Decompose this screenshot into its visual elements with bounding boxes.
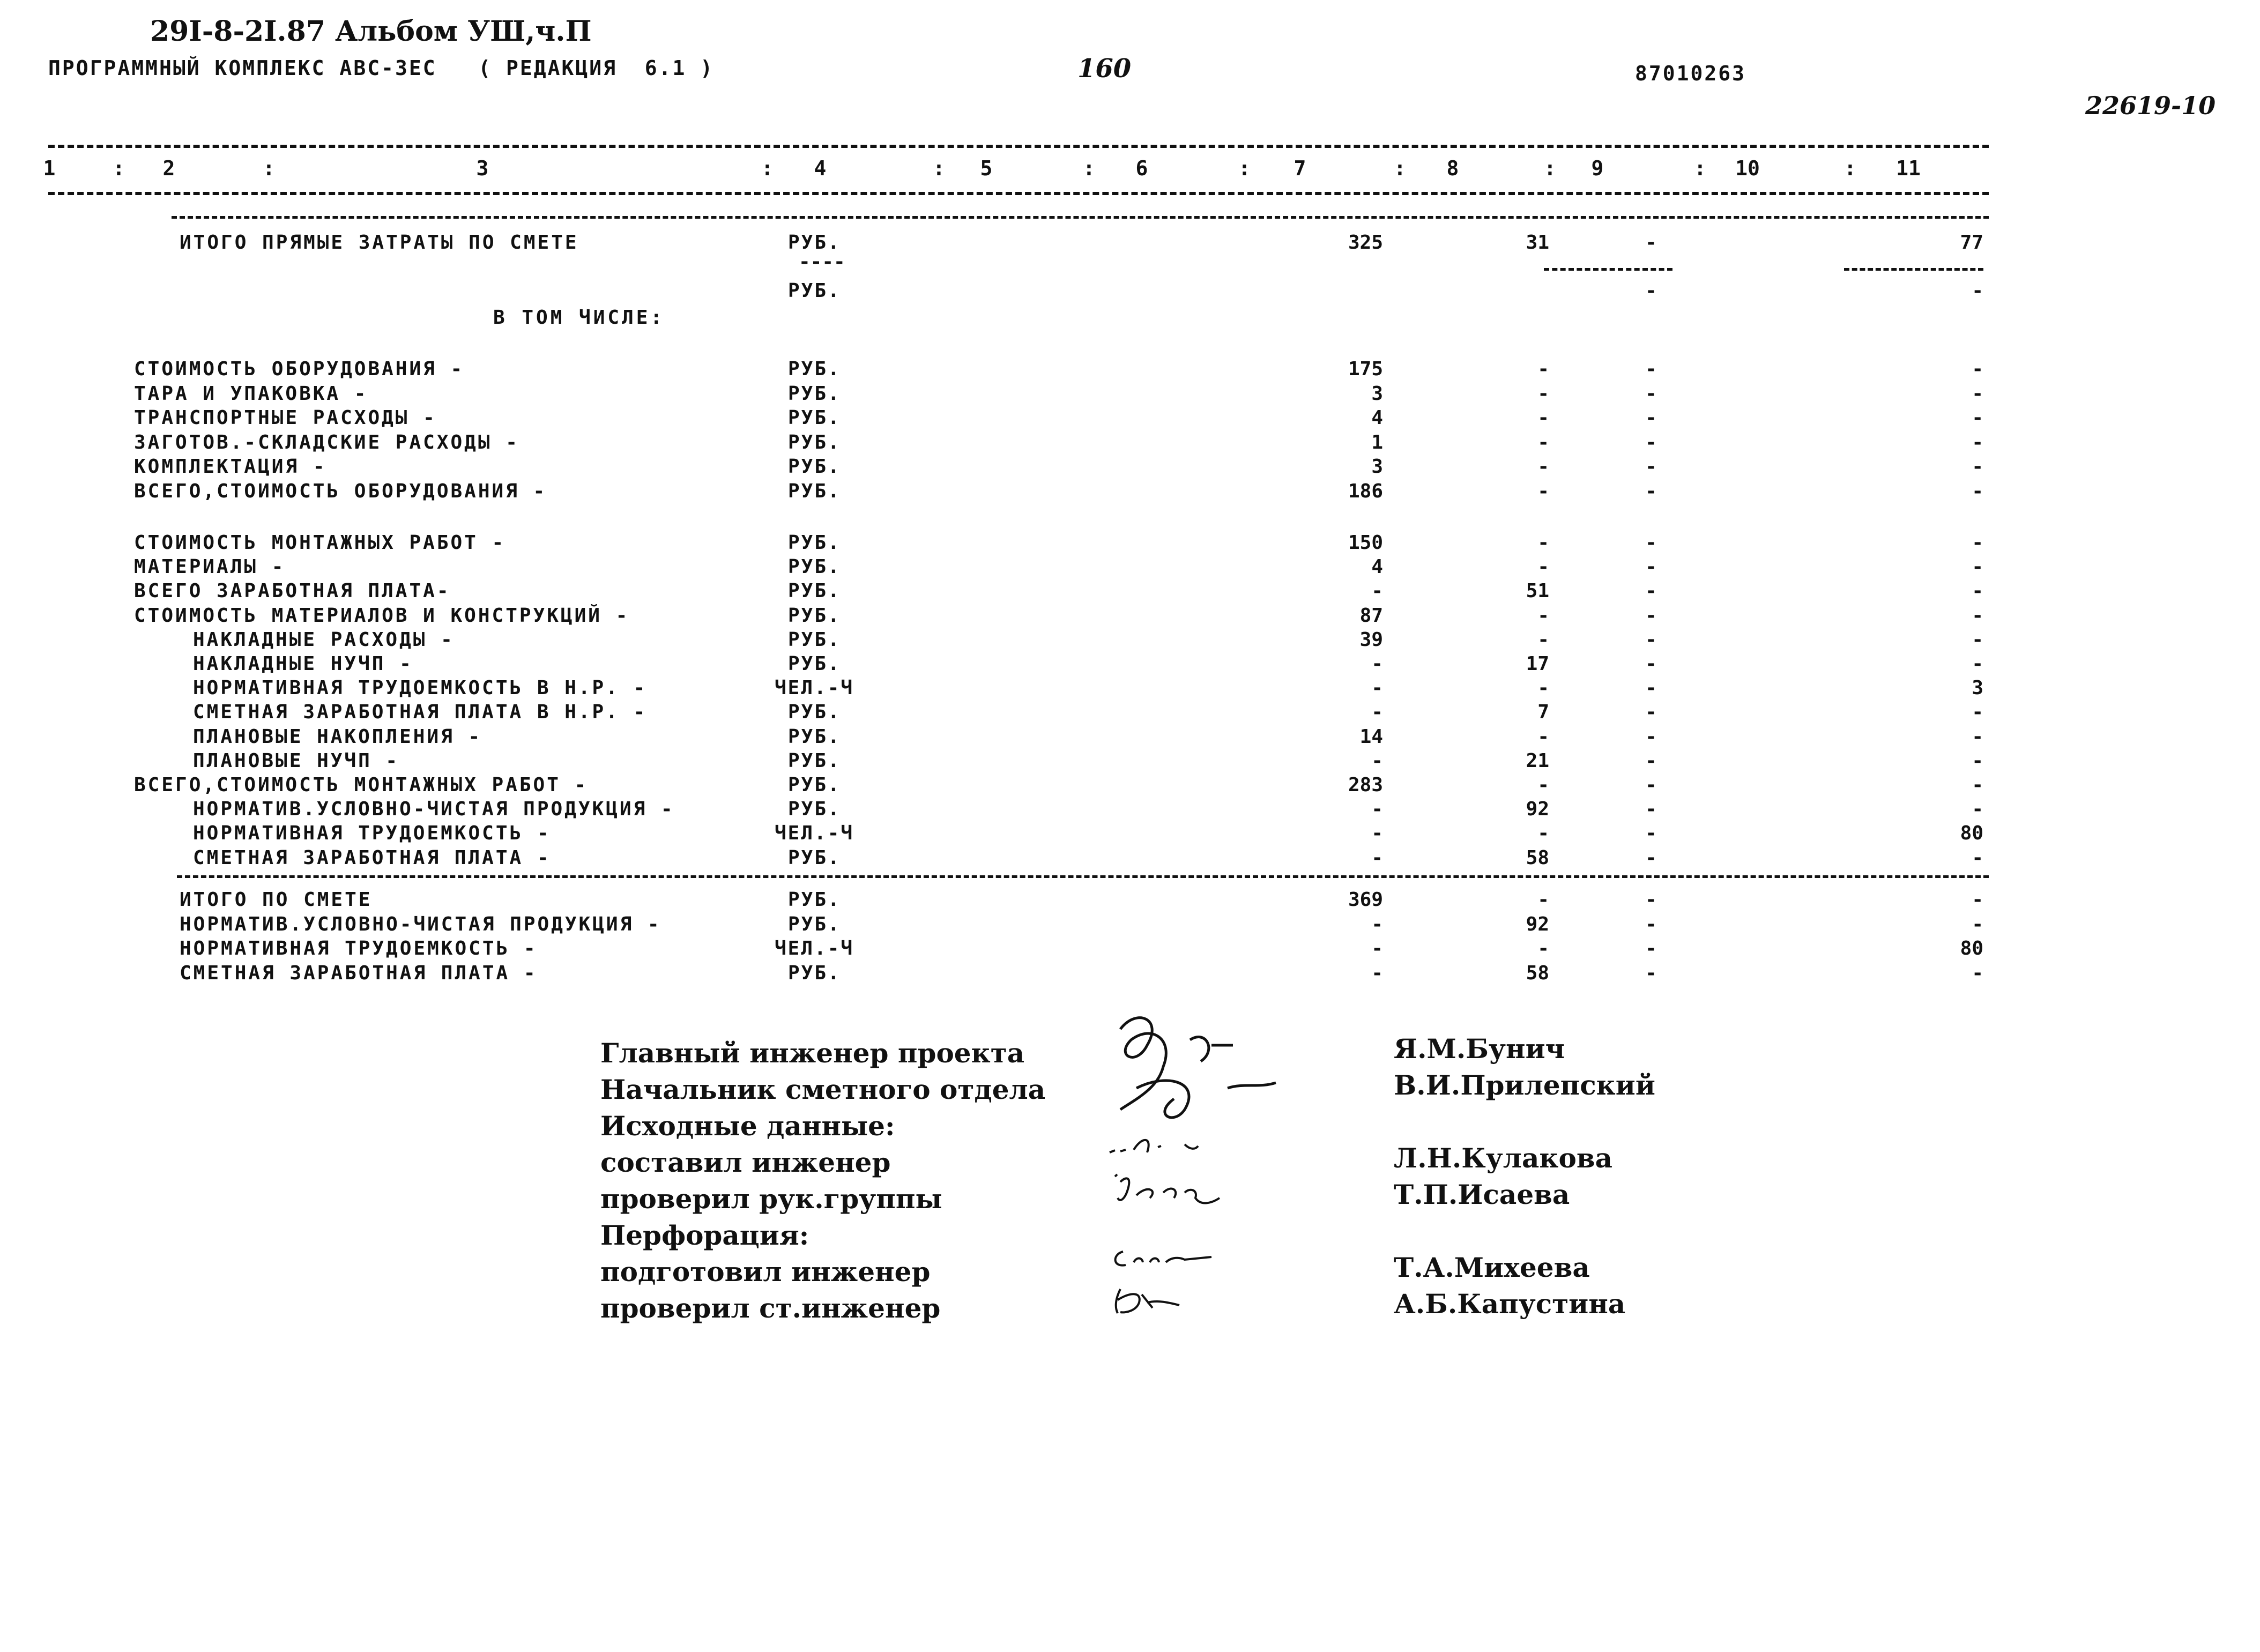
value-col8: - xyxy=(1537,382,1549,405)
row-label: МАТЕРИАЛЫ - xyxy=(134,556,286,578)
value-col8: 17 xyxy=(1526,653,1549,675)
table-row xyxy=(0,847,2260,871)
value-col8: - xyxy=(1537,532,1549,554)
column-separator: : xyxy=(1394,157,1406,180)
value-col7: 87 xyxy=(1359,604,1383,627)
column-number: 3 xyxy=(476,157,489,180)
value-col11: - xyxy=(1972,604,1983,627)
column-separator: : xyxy=(263,157,275,180)
table-row xyxy=(0,726,2260,750)
value-col9: - xyxy=(1645,653,1657,675)
header-rule-bottom xyxy=(48,192,1989,195)
signature-name: В.И.Прилепский xyxy=(1394,1069,1655,1101)
signature-role: Главный инженер проекта xyxy=(600,1037,1025,1069)
row-label: ВСЕГО,СТОИМОСТЬ ОБОРУДОВАНИЯ - xyxy=(134,480,547,502)
program-title: ПРОГРАММНЫЙ КОМПЛЕКС АВС-3ЕС ( РЕДАКЦИЯ 6.1 ) xyxy=(48,56,715,80)
value-col9: - xyxy=(1645,798,1657,821)
value-col7: 4 xyxy=(1371,556,1383,578)
registration-stamp: 22619-10 xyxy=(2085,91,2216,120)
value-col7: 283 xyxy=(1348,774,1383,796)
value-col7: 1 xyxy=(1371,431,1383,453)
value-col11: - xyxy=(1972,358,1983,380)
row-unit: РУБ. xyxy=(788,580,841,602)
value-col8: - xyxy=(1537,604,1549,627)
row-label: НАКЛАДНЫЕ РАСХОДЫ - xyxy=(193,628,455,651)
column-number: 6 xyxy=(1135,157,1148,180)
column-number: 8 xyxy=(1446,157,1459,180)
value-col11: - xyxy=(1972,749,1983,772)
row-unit: РУБ. xyxy=(788,749,841,772)
value-col9: - xyxy=(1645,913,1657,935)
signature-role: Исходные данные: xyxy=(600,1110,895,1142)
row-label: НОРМАТИВ.УСЛОВНО-ЧИСТАЯ ПРОДУКЦИЯ - xyxy=(193,798,675,821)
value-col7: - xyxy=(1371,913,1383,935)
value-col8: - xyxy=(1537,556,1549,578)
table-row xyxy=(0,580,2260,604)
table-row xyxy=(0,480,2260,504)
value-col11: - xyxy=(1972,532,1983,554)
value-col9: - xyxy=(1645,382,1657,405)
value-col11: - xyxy=(1972,653,1983,675)
row-unit: РУБ. xyxy=(788,604,841,627)
row-label: СТОИМОСТЬ ОБОРУДОВАНИЯ - xyxy=(134,358,465,380)
column-number: 4 xyxy=(814,157,827,180)
value-col7: - xyxy=(1371,822,1383,845)
value-col8: - xyxy=(1537,677,1549,700)
row-unit: РУБ. xyxy=(788,431,841,453)
row-unit: РУБ. xyxy=(788,889,841,911)
signature-role: проверил ст.инженер xyxy=(600,1292,941,1324)
row-label: СМЕТНАЯ ЗАРАБОТНАЯ ПЛАТА В Н.Р. - xyxy=(193,701,648,724)
value-col8: - xyxy=(1537,480,1549,502)
value-col8: 92 xyxy=(1526,798,1549,821)
row-label: НАКЛАДНЫЕ НУЧП - xyxy=(193,653,413,675)
row-unit: РУБ. xyxy=(788,407,841,429)
row-label: ЗАГОТОВ.-СКЛАДСКИЕ РАСХОДЫ - xyxy=(134,431,519,453)
signature-compiler xyxy=(1104,1131,1244,1169)
value-col7: 3 xyxy=(1371,456,1383,478)
signature-name: Т.П.Исаева xyxy=(1394,1179,1570,1210)
row-unit: РУБ. xyxy=(788,480,841,502)
value-col8: 7 xyxy=(1537,701,1549,724)
column-number: 7 xyxy=(1293,157,1306,180)
table-row xyxy=(0,889,2260,913)
column-separator: : xyxy=(1544,157,1556,180)
value-col9: - xyxy=(1645,604,1657,627)
value-col7: - xyxy=(1371,701,1383,724)
value-col8: - xyxy=(1537,407,1549,429)
row-label: НОРМАТИВ.УСЛОВНО-ЧИСТАЯ ПРОДУКЦИЯ - xyxy=(180,913,661,935)
value-col9: - xyxy=(1645,725,1657,748)
signature-role: подготовил инженер xyxy=(600,1256,931,1288)
value-col8: 31 xyxy=(1526,232,1549,254)
value-col8: - xyxy=(1537,628,1549,651)
value-col8: - xyxy=(1537,889,1549,911)
column-number: 10 xyxy=(1735,157,1760,180)
value-col11: - xyxy=(1972,480,1983,502)
row-label: СТОИМОСТЬ МАТЕРИАЛОВ И КОНСТРУКЦИЙ - xyxy=(134,604,630,627)
value-col7: 175 xyxy=(1348,358,1383,380)
signature-role: проверил рук.группы xyxy=(600,1183,942,1215)
value-col8: - xyxy=(1537,725,1549,748)
row-label: ВСЕГО,СТОИМОСТЬ МОНТАЖНЫХ РАБОТ - xyxy=(134,774,589,796)
signature-name: Л.Н.Кулакова xyxy=(1394,1142,1613,1174)
table-row xyxy=(0,456,2260,480)
row-unit: РУБ. xyxy=(788,701,841,724)
row-unit: РУБ. xyxy=(788,913,841,935)
table-row xyxy=(0,431,2260,456)
value-col7: 4 xyxy=(1371,407,1383,429)
value-col7: - xyxy=(1371,749,1383,772)
column-number: 11 xyxy=(1896,157,1921,180)
table-row xyxy=(0,750,2260,774)
value-col9: - xyxy=(1645,280,1657,302)
value-col11: - xyxy=(1972,913,1983,935)
value-col9: - xyxy=(1645,962,1657,984)
signature-name: Т.А.Михеева xyxy=(1394,1252,1590,1283)
table-row xyxy=(0,774,2260,798)
row-unit: РУБ. xyxy=(788,653,841,675)
value-col8: 58 xyxy=(1526,962,1549,984)
value-col11: - xyxy=(1972,580,1983,602)
unit-dash: ---- xyxy=(799,251,845,273)
table-row xyxy=(0,629,2260,653)
value-col7: - xyxy=(1371,580,1383,602)
value-col11: - xyxy=(1972,725,1983,748)
total-direct-row-2 xyxy=(0,280,2260,304)
row-label: СМЕТНАЯ ЗАРАБОТНАЯ ПЛАТА - xyxy=(193,846,551,869)
value-col11: 80 xyxy=(1960,937,1983,959)
table-row xyxy=(0,358,2260,382)
column-number: 9 xyxy=(1591,157,1604,180)
album-title: 29I-8-2I.87 Альбом УШ,ч.П xyxy=(150,15,592,48)
row-unit: РУБ. xyxy=(788,962,841,984)
column-separator: : xyxy=(1694,157,1706,180)
value-col9: - xyxy=(1645,456,1657,478)
value-col8: 51 xyxy=(1526,580,1549,602)
value-col9: - xyxy=(1645,431,1657,453)
value-col8: - xyxy=(1537,822,1549,845)
signature-senior-checker xyxy=(1104,1281,1244,1319)
column-number: 1 xyxy=(43,157,56,180)
value-col7: 186 xyxy=(1348,480,1383,502)
table-row xyxy=(0,383,2260,407)
signature-name: Я.М.Бунич xyxy=(1394,1033,1565,1065)
row-label: СТОИМОСТЬ МОНТАЖНЫХ РАБОТ - xyxy=(134,532,506,554)
value-col11: 77 xyxy=(1960,232,1983,254)
table-row xyxy=(0,653,2260,677)
row-unit: РУБ. xyxy=(788,798,841,821)
value-col7: - xyxy=(1371,677,1383,700)
signature-preparer xyxy=(1104,1244,1244,1276)
table-row xyxy=(0,556,2260,580)
value-col8: - xyxy=(1537,774,1549,796)
value-col11: - xyxy=(1972,798,1983,821)
column-number: 2 xyxy=(162,157,175,180)
value-col11: - xyxy=(1972,556,1983,578)
row-label: КОМПЛЕКТАЦИЯ - xyxy=(134,456,327,478)
column-separator: : xyxy=(113,157,125,180)
value-col9: - xyxy=(1645,846,1657,869)
row-label: ПЛАНОВЫЕ НУЧП - xyxy=(193,749,400,772)
row-unit: РУБ. xyxy=(788,382,841,405)
signature-role: Перфорация: xyxy=(600,1219,809,1251)
table-row xyxy=(0,913,2260,937)
value-col8: 92 xyxy=(1526,913,1549,935)
value-col11: - xyxy=(1972,774,1983,796)
value-col11: - xyxy=(1972,431,1983,453)
signature-chief-engineer xyxy=(1104,1008,1297,1136)
summary-rule xyxy=(177,875,1989,878)
value-col7: - xyxy=(1371,846,1383,869)
value-col7: 14 xyxy=(1359,725,1383,748)
row-label: НОРМАТИВНАЯ ТРУДОЕМКОСТЬ - xyxy=(193,822,551,845)
value-col9: - xyxy=(1645,749,1657,772)
row-unit: РУБ. xyxy=(788,846,841,869)
value-col9: - xyxy=(1645,407,1657,429)
value-col7: - xyxy=(1371,962,1383,984)
column-separator: : xyxy=(933,157,945,180)
value-col7: - xyxy=(1371,798,1383,821)
value-col9: - xyxy=(1645,232,1657,254)
row-label: НОРМАТИВНАЯ ТРУДОЕМКОСТЬ В Н.Р. - xyxy=(193,677,648,700)
signature-checker xyxy=(1104,1166,1244,1214)
value-col9: - xyxy=(1645,677,1657,700)
table-row xyxy=(0,962,2260,986)
value-col9: - xyxy=(1645,889,1657,911)
row-unit: РУБ. xyxy=(788,280,841,302)
value-col7: 39 xyxy=(1359,628,1383,651)
row-unit: РУБ. xyxy=(788,725,841,748)
value-col11: - xyxy=(1972,628,1983,651)
page-number: 160 xyxy=(1077,54,1132,84)
column-number: 5 xyxy=(980,157,993,180)
signature-role: Начальник сметного отдела xyxy=(600,1074,1046,1105)
row-unit: РУБ. xyxy=(788,232,841,254)
value-col11: - xyxy=(1972,280,1983,302)
document-code: 87010263 xyxy=(1635,62,1746,85)
row-label: ВСЕГО ЗАРАБОТНАЯ ПЛАТА- xyxy=(134,580,451,602)
value-col8: - xyxy=(1537,456,1549,478)
value-col11: - xyxy=(1972,456,1983,478)
row-label: ИТОГО ПРЯМЫЕ ЗАТРАТЫ ПО СМЕТЕ xyxy=(180,232,579,254)
value-col9: - xyxy=(1645,580,1657,602)
row-unit: РУБ. xyxy=(788,556,841,578)
value-col11: - xyxy=(1972,889,1983,911)
column-separator: : xyxy=(1238,157,1251,180)
value-col7: 3 xyxy=(1371,382,1383,405)
row-unit: ЧЕЛ.-Ч xyxy=(775,822,854,845)
value-col11: 80 xyxy=(1960,822,1983,845)
value-col9: - xyxy=(1645,556,1657,578)
table-row xyxy=(0,677,2260,701)
value-col11: - xyxy=(1972,846,1983,869)
row-unit: РУБ. xyxy=(788,532,841,554)
value-col9: - xyxy=(1645,358,1657,380)
column-separator: : xyxy=(1083,157,1095,180)
table-row xyxy=(0,937,2260,962)
value-col11: - xyxy=(1972,962,1983,984)
value-col9: - xyxy=(1645,774,1657,796)
value-col9: - xyxy=(1645,628,1657,651)
value-col7: 325 xyxy=(1348,232,1383,254)
value-col9: - xyxy=(1645,822,1657,845)
value-col11: - xyxy=(1972,407,1983,429)
table-row xyxy=(0,822,2260,846)
table-row xyxy=(0,701,2260,725)
value-col8: - xyxy=(1537,937,1549,959)
value-col7: - xyxy=(1371,653,1383,675)
row-unit: РУБ. xyxy=(788,628,841,651)
row-unit: ЧЕЛ.-Ч xyxy=(775,937,854,959)
value-col8: - xyxy=(1537,358,1549,380)
row-unit: ЧЕЛ.-Ч xyxy=(775,677,854,700)
header-rule-sub xyxy=(172,216,1989,219)
value-col8: 58 xyxy=(1526,846,1549,869)
row-unit: РУБ. xyxy=(788,774,841,796)
value-col8: 21 xyxy=(1526,749,1549,772)
value-col11: - xyxy=(1972,701,1983,724)
value-col9: - xyxy=(1645,937,1657,959)
table-row xyxy=(0,532,2260,556)
value-col7: 150 xyxy=(1348,532,1383,554)
value-col9: - xyxy=(1645,701,1657,724)
row-label: ПЛАНОВЫЕ НАКОПЛЕНИЯ - xyxy=(193,725,482,748)
column-separator: : xyxy=(761,157,774,180)
row-unit: РУБ. xyxy=(788,456,841,478)
value-col8: - xyxy=(1537,431,1549,453)
row-label: СМЕТНАЯ ЗАРАБОТНАЯ ПЛАТА - xyxy=(180,962,538,984)
value-col9: - xyxy=(1645,532,1657,554)
table-row xyxy=(0,407,2260,431)
row-unit: РУБ. xyxy=(788,358,841,380)
row-label: ИТОГО ПО СМЕТЕ xyxy=(180,889,373,911)
value-col11: 3 xyxy=(1972,677,1983,700)
value-col7: - xyxy=(1371,937,1383,959)
table-row xyxy=(0,798,2260,822)
col9-underline xyxy=(1544,268,1672,271)
value-col7: 369 xyxy=(1348,889,1383,911)
table-row xyxy=(0,605,2260,629)
row-label: ТАРА И УПАКОВКА - xyxy=(134,382,368,405)
signature-name: А.Б.Капустина xyxy=(1394,1288,1626,1320)
signature-role: составил инженер xyxy=(600,1147,891,1178)
value-col9: - xyxy=(1645,480,1657,502)
header-rule-top xyxy=(48,145,1989,148)
row-label: НОРМАТИВНАЯ ТРУДОЕМКОСТЬ - xyxy=(180,937,538,959)
col11-underline xyxy=(1844,268,1983,271)
total-direct-row xyxy=(0,232,2260,256)
value-col11: - xyxy=(1972,382,1983,405)
row-label: ТРАНСПОРТНЫЕ РАСХОДЫ - xyxy=(134,407,437,429)
including-heading: В ТОМ ЧИСЛЕ: xyxy=(493,307,665,329)
column-separator: : xyxy=(1844,157,1856,180)
